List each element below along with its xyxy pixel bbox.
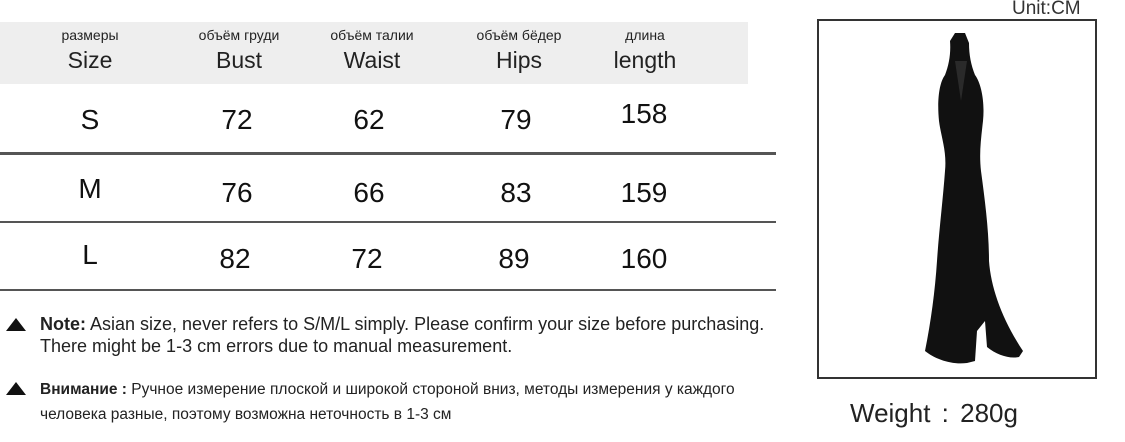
header-en: Hips	[495, 47, 542, 73]
cell-waist: 62	[353, 104, 385, 135]
header-hips	[449, 22, 589, 74]
header-size	[20, 22, 160, 74]
cell-waist: 72	[351, 243, 383, 274]
cell-length: 160	[620, 243, 668, 274]
cell-hips: 83	[500, 177, 532, 208]
table-row	[0, 155, 776, 223]
cell-bust: 82	[219, 243, 251, 274]
dress-shape	[925, 33, 1023, 363]
cell-hips: 89	[498, 243, 530, 274]
product-photo	[817, 19, 1097, 379]
header-en: Size	[67, 47, 113, 73]
cell-size: M	[78, 173, 102, 204]
header-en: length	[613, 47, 677, 73]
header-length	[575, 22, 715, 74]
unit-label: Unit:CM	[1012, 0, 1081, 19]
header-ru: размеры	[61, 27, 119, 43]
cell-hips: 79	[500, 104, 532, 135]
header-ru: длина	[625, 27, 665, 43]
header-ru: объём талии	[330, 27, 414, 43]
note-label: Note:	[40, 314, 86, 334]
triangle-icon	[6, 318, 26, 331]
header-en: Waist	[343, 47, 401, 73]
cell-waist: 66	[353, 177, 385, 208]
cell-size: S	[80, 104, 100, 135]
cell-bust: 76	[221, 177, 253, 208]
table-header	[0, 22, 748, 84]
header-ru: объём груди	[198, 27, 280, 43]
table-divider	[0, 152, 776, 154]
cell-bust: 72	[221, 104, 253, 135]
cell-length: 159	[620, 177, 668, 208]
header-waist	[302, 22, 442, 74]
note-body: Ручное измерение плоской и широкой стороной вниз, методы измерения у каждого человека разные, поэтому возможна неточность в 1-3 см	[40, 381, 735, 423]
header-en: Bust	[215, 47, 263, 73]
header-bust	[169, 22, 309, 74]
note-russian	[6, 377, 766, 429]
note-english	[6, 313, 766, 359]
note-label: Внимание :	[40, 381, 127, 398]
weight-label: Weight : 280g	[850, 398, 1018, 428]
note-english-text	[40, 313, 766, 357]
table-row	[0, 223, 776, 291]
table-row	[0, 84, 776, 155]
dress-illustration	[819, 21, 1095, 377]
note-russian-text	[40, 377, 766, 427]
size-chart-table	[0, 22, 776, 291]
cell-length: 158	[620, 98, 668, 129]
cell-size: L	[82, 239, 98, 270]
triangle-icon	[6, 382, 26, 395]
note-body: Asian size, never refers to S/M/L simply. Please confirm your size before purchasing. There might be 1-3 cm errors due to manual measurement.	[40, 314, 765, 356]
header-ru: объём бёдер	[476, 27, 562, 43]
